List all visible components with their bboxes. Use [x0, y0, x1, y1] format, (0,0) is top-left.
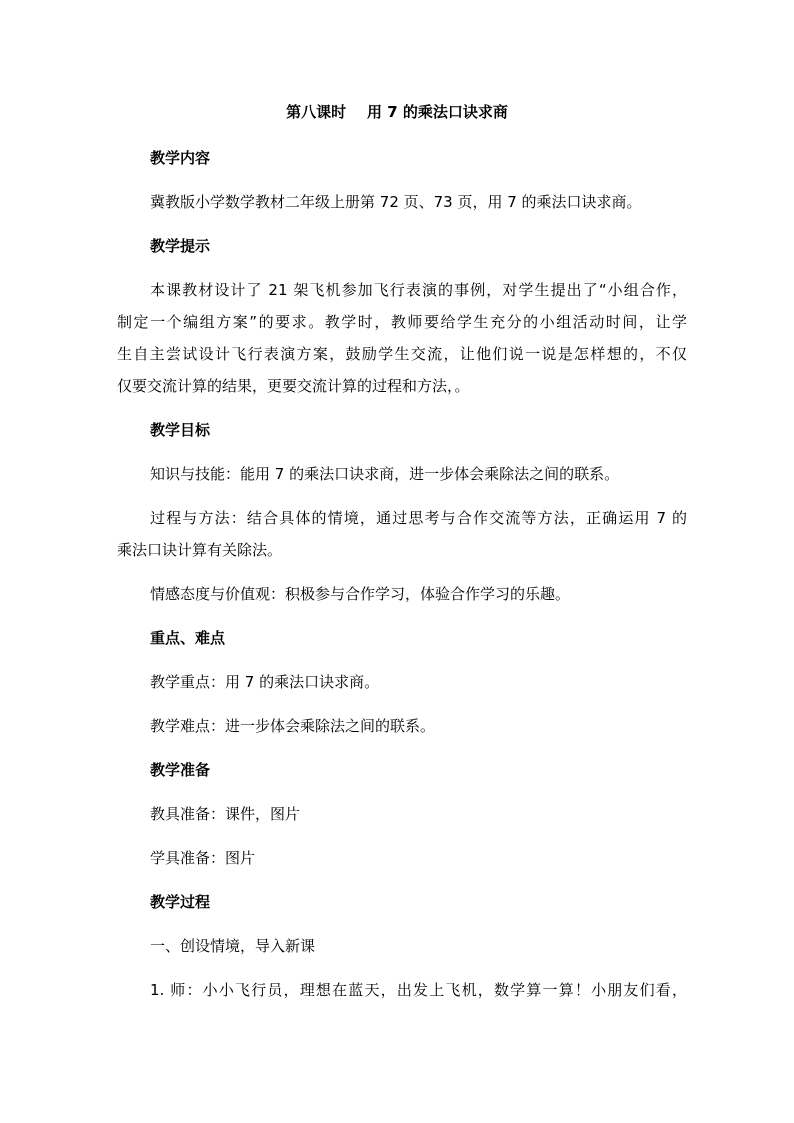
page-title: 第八课时 用 7 的乘法口诀求商 — [286, 103, 508, 121]
paragraph-goal-knowledge: 知识与技能：能用 7 的乘法口诀求商，进一步体会乘除法之间的联系。 — [150, 465, 620, 483]
paragraph-goal-process-line: 过程与方法：结合具体的情境，通过思考与合作交流等方法，正确运用 7 的 — [150, 509, 687, 527]
section-heading-preparation: 教学准备 — [150, 761, 211, 779]
paragraph-step-1: 一、创设情境，导入新课 — [150, 937, 316, 955]
paragraph-hints-line: 仅要交流计算的结果，更要交流计算的过程和方法，。 — [117, 377, 470, 395]
section-heading-goals: 教学目标 — [150, 421, 211, 439]
paragraph-item-1: 1. 师：小小飞行员，理想在蓝天，出发上飞机，数学算一算！小朋友们看， — [150, 981, 687, 999]
paragraph-student-prep: 学具准备：图片 — [150, 849, 256, 867]
paragraph-hints-line: 本课教材设计了 21 架飞机参加飞行表演的事例，对学生提出了“小组合作， — [150, 281, 687, 299]
paragraph-teacher-prep: 教具准备：课件，图片 — [150, 805, 301, 823]
paragraph-difficulty: 教学难点：进一步体会乘除法之间的联系。 — [150, 717, 436, 735]
section-heading-hints: 教学提示 — [150, 237, 211, 255]
paragraph-focus: 教学重点：用 7 的乘法口诀求商。 — [150, 673, 380, 691]
paragraph-content: 冀教版小学数学教材二年级上册第 72 页、73 页，用 7 的乘法口诀求商。 — [150, 193, 642, 211]
paragraph-hints-line: 制定一个编组方案”的要求。教学时，教师要给学生充分的小组活动时间，让学 — [117, 313, 687, 331]
paragraph-goal-process-line: 乘法口诀计算有关除法。 — [117, 541, 283, 559]
section-heading-content: 教学内容 — [150, 149, 211, 167]
paragraph-goal-attitude: 情感态度与价值观：积极参与合作学习，体验合作学习的乐趣。 — [150, 585, 571, 603]
section-heading-procedure: 教学过程 — [150, 893, 211, 911]
paragraph-hints-line: 生自主尝试设计飞行表演方案，鼓励学生交流，让他们说一说是怎样想的，不仅 — [117, 345, 687, 363]
section-heading-key-points: 重点、难点 — [150, 629, 226, 647]
